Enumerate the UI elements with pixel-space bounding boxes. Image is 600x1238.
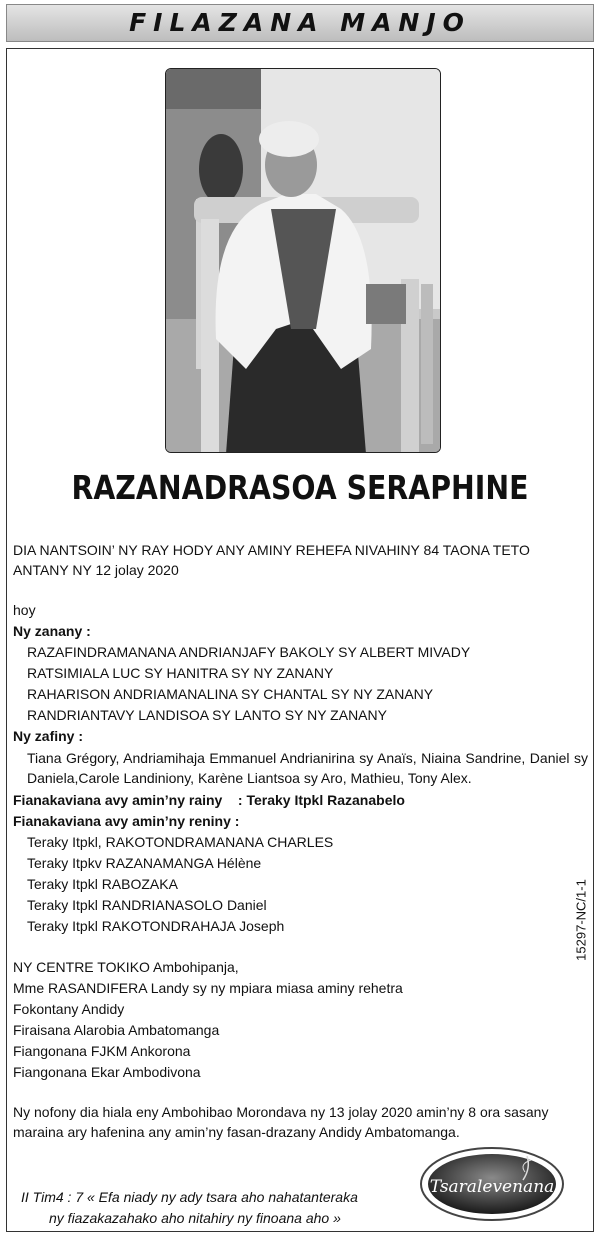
other-item: NY CENTRE TOKIKO Ambohipanja, bbox=[13, 959, 239, 975]
father-side-value: : Teraky Itpkl Razanabelo bbox=[237, 792, 405, 808]
hoy-text: hoy bbox=[13, 602, 36, 618]
funeral-details: Ny nofony dia hiala eny Ambohibao Morondava ny 13 jolay 2020 amin’ny 8 ora sasany maraina ary hafenina any amin’ny fasan-drazany Andidy Ambatomanga. bbox=[13, 1104, 549, 1140]
death-announcement: DIA NANTSOIN’ NY RAY HODY ANY AMINY REHEFA NIVAHINY 84 TAONA TETO ANTANY NY 12 jolay 2020 bbox=[13, 542, 530, 578]
other-item: Mme RASANDIFERA Landy sy ny mpiara miasa aminy rehetra bbox=[13, 980, 403, 996]
grandchildren-heading: Ny zafiny : bbox=[13, 728, 84, 744]
father-side-line bbox=[13, 790, 405, 810]
father-side-heading: Fianakaviana avy amin’ny rainy bbox=[13, 792, 223, 808]
other-item: Firaisana Alarobia Ambatomanga bbox=[13, 1022, 220, 1038]
children-heading: Ny zanany : bbox=[13, 623, 91, 639]
other-item: Fokontany Andidy bbox=[13, 1001, 125, 1017]
mother-side-item: Teraky Itpkl RAKOTONDRAHAJA Joseph bbox=[27, 918, 285, 934]
mother-side-item: Teraky Itpkl RANDRIANASOLO Daniel bbox=[27, 897, 267, 913]
child-item: RANDRIANTAVY LANDISOA SY LANTO SY NY ZANANY bbox=[27, 707, 387, 723]
grandchildren-list: Tiana Grégory, Andriamihaja Emmanuel Andrianirina sy Anaïs, Niaina Sandrine, Daniel sy Daniela,Carole Landiniony, Karène Liantsoa sy Aro, Mathieu, Tony Alex. bbox=[27, 750, 588, 786]
tsaralevenana-logo bbox=[419, 1146, 565, 1222]
child-item: RAHARISON ANDRIAMANALINA SY CHANTAL SY NY ZANANY bbox=[27, 686, 434, 702]
mother-side-heading: Fianakaviana avy amin’ny reniny : bbox=[13, 813, 240, 829]
child-item: RATSIMIALA LUC SY HANITRA SY NY ZANANY bbox=[27, 665, 334, 681]
reference-code: 15297-NC/1-1 bbox=[573, 879, 589, 961]
bible-verse-line-1: II Tim4 : 7 « Efa niady ny ady tsara aho nahatanteraka bbox=[21, 1189, 358, 1205]
mother-side-item: Teraky Itpkv RAZANAMANGA Hélène bbox=[27, 855, 262, 871]
header-title: FILAZANA MANJO bbox=[129, 8, 471, 37]
logo-text: Tsaralevenana bbox=[429, 1177, 555, 1197]
deceased-name: RAZANADRASOA SERAPHINE bbox=[71, 468, 529, 507]
announcement-header bbox=[6, 4, 594, 42]
child-item: RAZAFINDRAMANANA ANDRIANJAFY BAKOLY SY ALBERT MIVADY bbox=[27, 644, 471, 660]
portrait-photo bbox=[165, 68, 441, 453]
bible-verse-line-2: ny fiazakazahako aho nitahiry ny finoana aho » bbox=[49, 1210, 341, 1226]
mother-side-item: Teraky Itpkl, RAKOTONDRAMANANA CHARLES bbox=[27, 834, 334, 850]
other-item: Fiangonana Ekar Ambodivona bbox=[13, 1064, 201, 1080]
other-item: Fiangonana FJKM Ankorona bbox=[13, 1043, 191, 1059]
mother-side-item: Teraky Itpkl RABOZAKA bbox=[27, 876, 178, 892]
